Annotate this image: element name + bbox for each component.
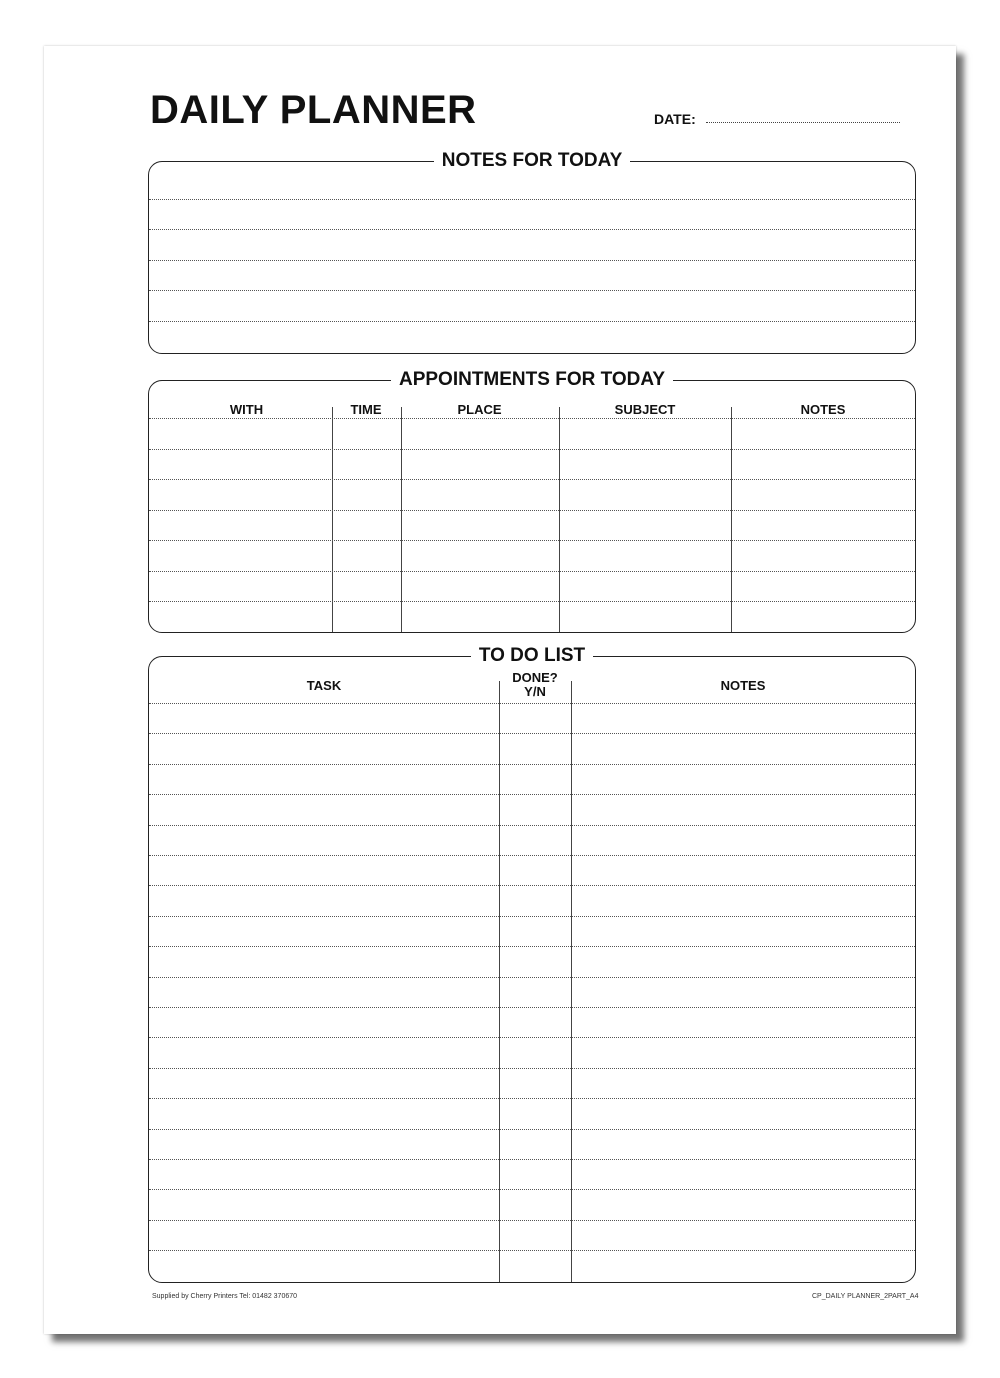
page-title: DAILY PLANNER [150, 88, 477, 132]
column-divider [571, 681, 572, 1282]
writing-line [149, 290, 915, 291]
writing-line [149, 199, 915, 200]
writing-line [149, 1007, 915, 1008]
writing-line [149, 540, 915, 541]
col-header-done: DONE? [512, 670, 558, 685]
writing-line [149, 916, 915, 917]
writing-line [149, 260, 915, 261]
writing-line [149, 764, 915, 765]
writing-line [149, 855, 915, 856]
column-divider [559, 407, 560, 632]
writing-line [149, 1098, 915, 1099]
form-code-footer: CP_DAILY PLANNER_2PART_A4 [812, 1293, 919, 1300]
writing-line [149, 229, 915, 230]
col-header-yn: Y/N [524, 684, 546, 699]
col-header-notes: NOTES [720, 678, 766, 693]
writing-line [149, 479, 915, 480]
notes-for-today-box [148, 150, 916, 354]
column-divider [401, 407, 402, 632]
writing-line [149, 794, 915, 795]
column-divider [499, 681, 500, 1282]
to-do-list-box [148, 645, 916, 1283]
writing-line [149, 321, 915, 322]
writing-line [149, 703, 915, 704]
col-header-time: TIME [350, 402, 382, 417]
date-label: DATE: [654, 111, 696, 127]
writing-line [149, 510, 915, 511]
writing-line [149, 946, 915, 947]
column-divider [332, 407, 333, 632]
col-header-task: TASK [306, 678, 342, 693]
writing-line [149, 1250, 915, 1251]
writing-line [149, 733, 915, 734]
writing-line [149, 885, 915, 886]
writing-line [149, 825, 915, 826]
notes-section-title: NOTES FOR TODAY [149, 150, 915, 172]
todo-section-title: TO DO LIST [149, 645, 915, 667]
supplier-footer: Supplied by Cherry Printers Tel: 01482 370670 [152, 1293, 298, 1300]
writing-line [149, 1189, 915, 1190]
col-header-subject: SUBJECT [614, 402, 676, 417]
col-header-place: PLACE [457, 402, 502, 417]
appointments-section-title: APPOINTMENTS FOR TODAY [149, 369, 915, 391]
writing-line [149, 977, 915, 978]
appointments-for-today-box [148, 369, 916, 633]
writing-line [149, 571, 915, 572]
writing-line [149, 1129, 915, 1130]
date-field-line [706, 122, 900, 123]
writing-line [149, 1220, 915, 1221]
writing-line [149, 1159, 915, 1160]
writing-line [149, 418, 915, 419]
writing-line [149, 601, 915, 602]
col-header-notes: NOTES [800, 402, 846, 417]
writing-line [149, 1068, 915, 1069]
column-divider [731, 407, 732, 632]
writing-line [149, 1037, 915, 1038]
col-header-with: WITH [229, 402, 264, 417]
writing-line [149, 449, 915, 450]
